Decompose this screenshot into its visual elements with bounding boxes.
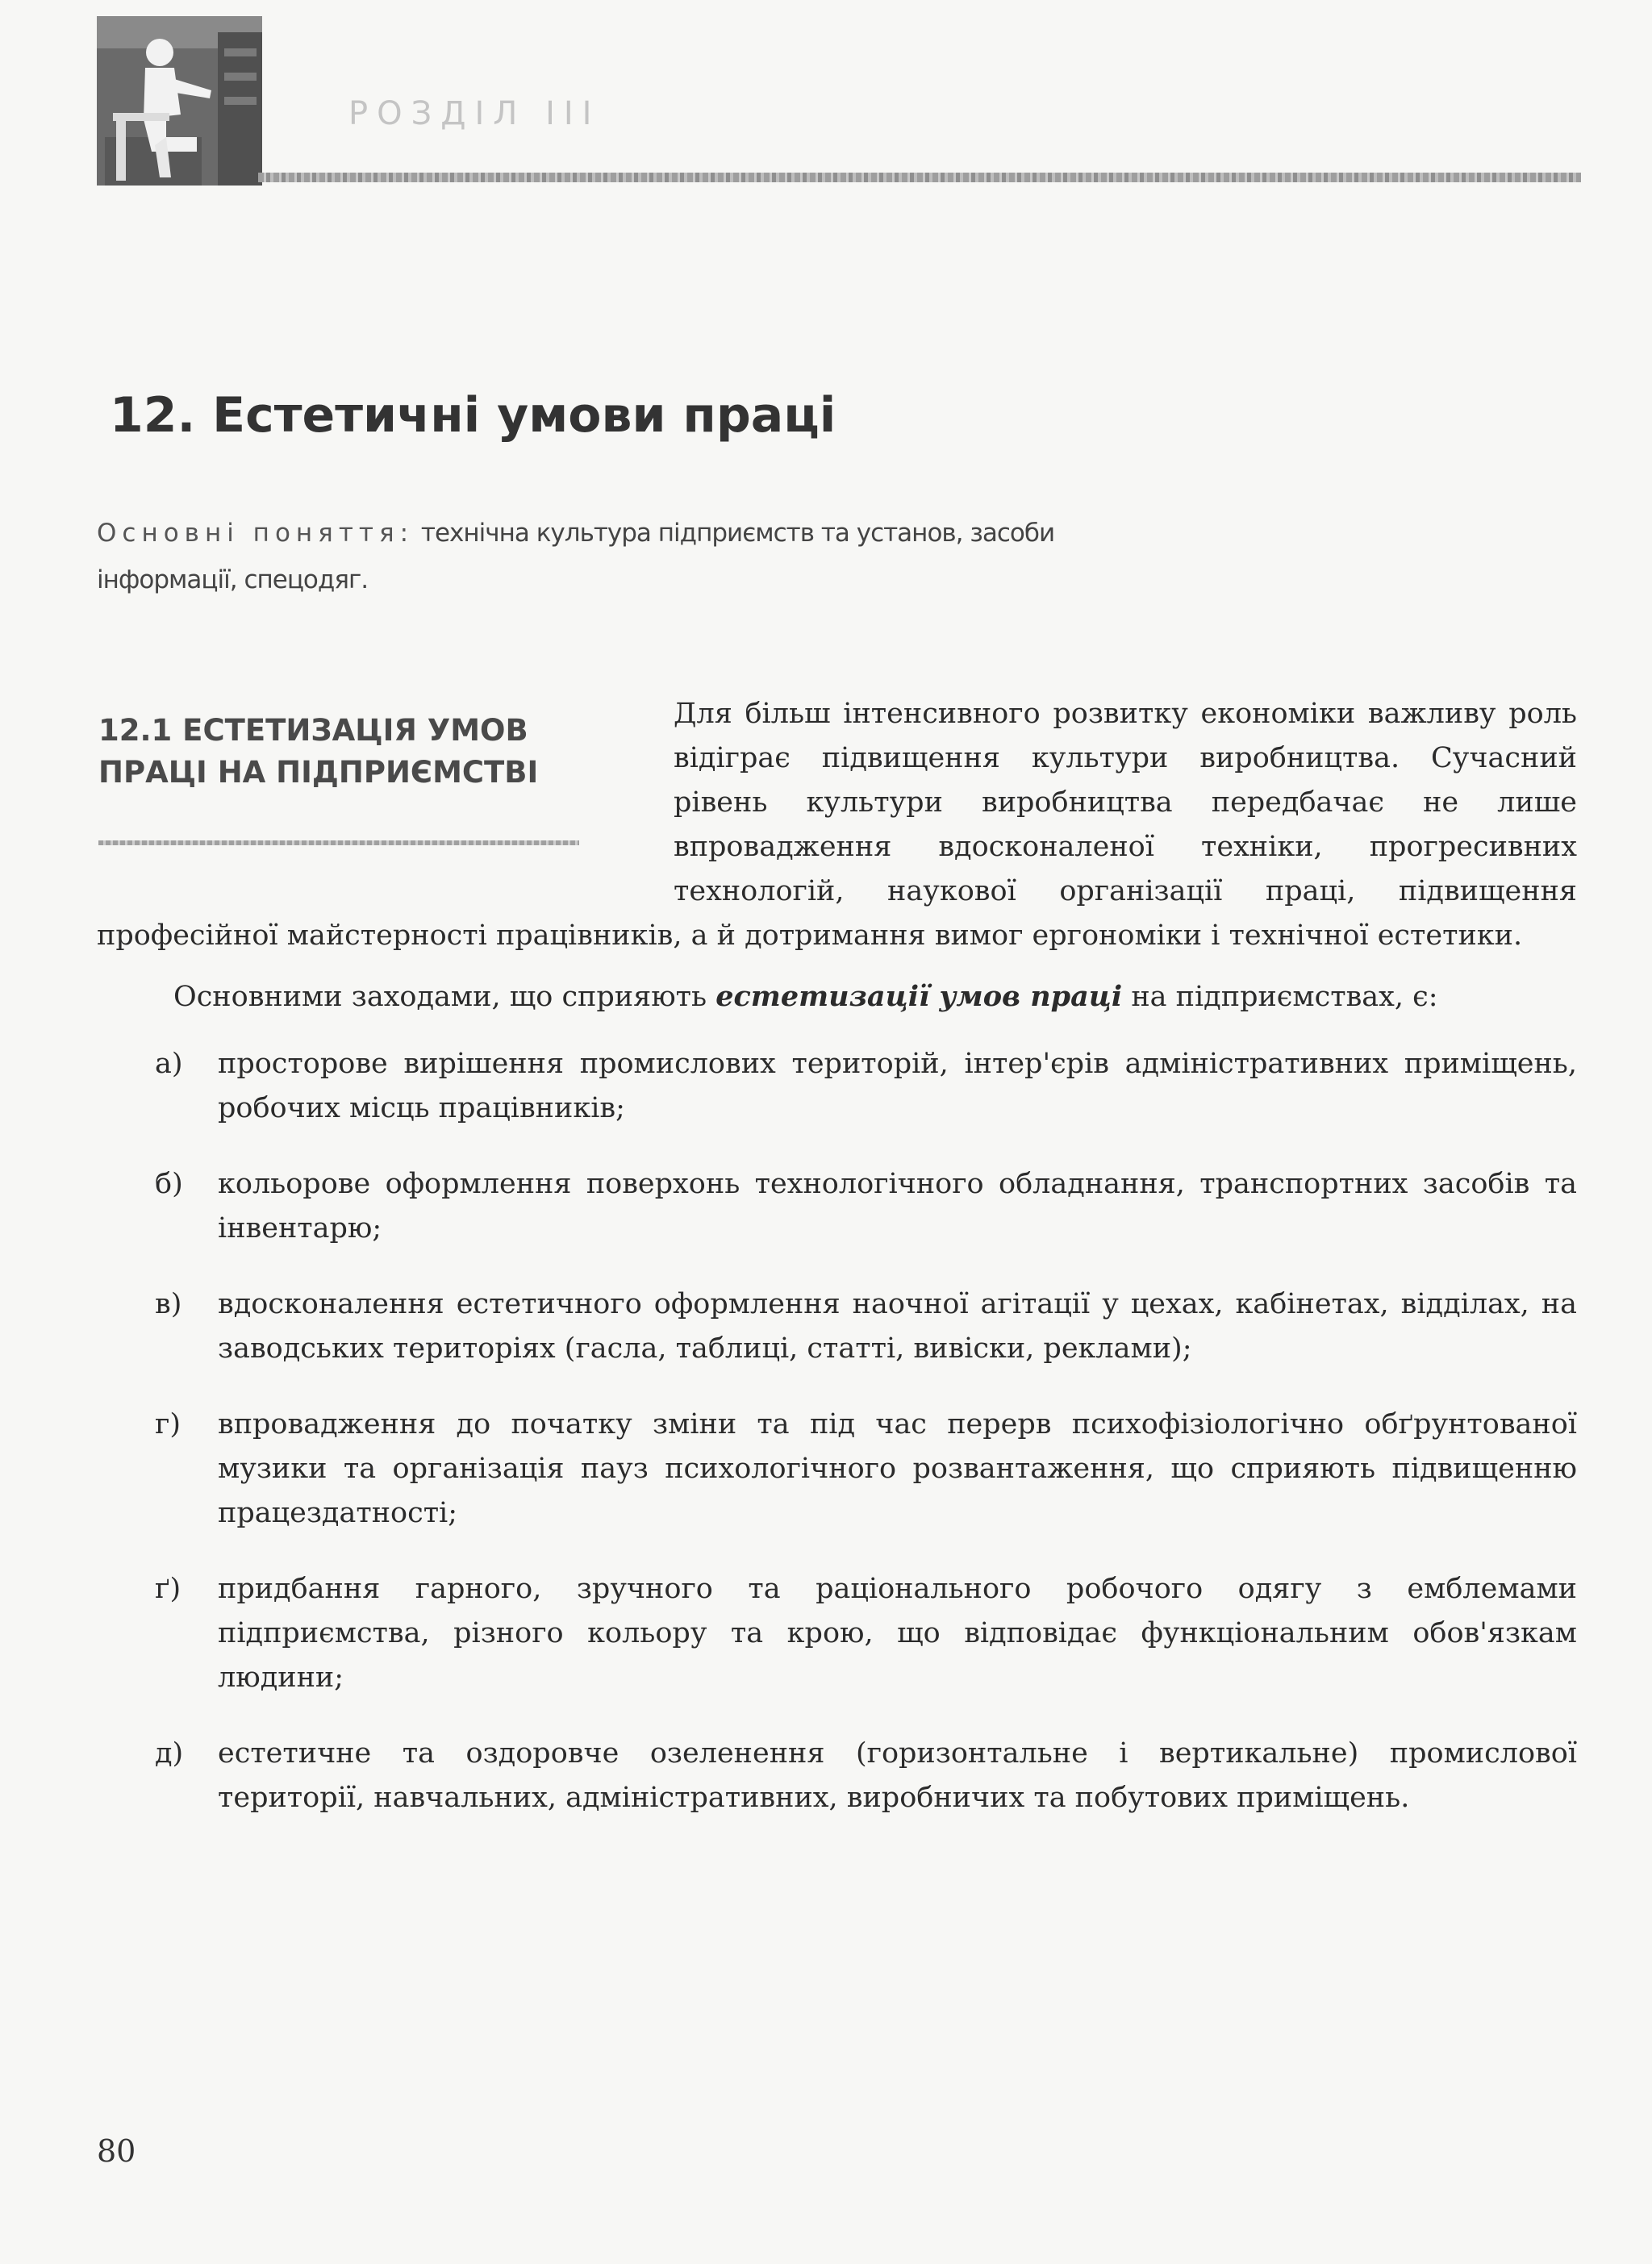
para2-after: на підприємствах, є: — [1122, 981, 1438, 1013]
list-item-text: вдосконалення естетичного оформлення наочної агітації у цехах, кабінетах, відділах, на заводських територіях (гасла, таблиці, статті, вивіски, реклами); — [218, 1288, 1577, 1365]
list-item — [97, 1042, 1577, 1131]
key-concepts-text: технічна культура підприємств та установ, засоби інформації, спецодяг. — [97, 519, 1055, 594]
list-item-text: естетичне та оздоровче озеленення (горизонтальне і вертикальне) промислової території, навчальних, адміністративних, виробничих та побутових приміщень. — [218, 1737, 1577, 1814]
list-item — [97, 1282, 1577, 1371]
subsection-heading-line1: 12.1 ЕСТЕТИЗАЦІЯ УМОВ — [98, 713, 528, 748]
paragraph-measures-intro — [97, 974, 1577, 1019]
list-item-text: придбання гарного, зручного та раціонального робочого одягу з емблемами підприємства, різного кольору та крою, що відповідає функціональним обов'язкам людини; — [218, 1573, 1577, 1694]
list-item-text: просторове вирішення промислових територій, інтер'єрів адміністративних приміщень, робочих місць працівників; — [218, 1048, 1577, 1124]
emphasis-term: естетизації умов праці — [715, 980, 1123, 1013]
person-at-machine-icon — [97, 16, 262, 186]
page-number: 80 — [97, 2133, 136, 2169]
list-marker: в) — [155, 1288, 182, 1320]
subsection-heading-line2: ПРАЦІ НА ПІДПРИЄМСТВІ — [98, 755, 539, 790]
header-divider — [258, 173, 1581, 182]
list-item — [97, 1567, 1577, 1700]
paragraph-intro: Для більш інтенсивного розвитку економіки важливу роль відіграє підвищення культури виробництва. Сучасний рівень культури виробництва передбачає не лише впровадження вдосконаленої техніки, прогресивних технологій, наукової організації праці, підвищення професійної майстерності працівників, а й дотримання вимог ергономіки і технічної естетики. — [97, 698, 1577, 952]
list-marker: г) — [155, 1408, 181, 1441]
key-concepts — [97, 510, 1145, 603]
list-item — [97, 1732, 1577, 1820]
body-text — [97, 692, 1577, 1852]
list-item — [97, 1162, 1577, 1251]
key-concepts-label: Основні поняття: — [97, 519, 415, 548]
heading-float-spacer — [97, 692, 674, 910]
list-item — [97, 1403, 1577, 1536]
list-marker: д) — [155, 1737, 184, 1770]
list-marker: б) — [155, 1168, 183, 1200]
list-marker: ґ) — [155, 1573, 181, 1605]
section-label: РОЗДІЛ ІІІ — [348, 95, 601, 132]
para2-before: Основними заходами, що сприяють — [173, 981, 716, 1013]
page-header — [0, 0, 1652, 194]
chapter-title: 12. Естетичні умови праці — [110, 387, 836, 444]
list-item-text: кольорове оформлення поверхонь технологічного обладнання, транспортних засобів та інвентарю; — [218, 1168, 1577, 1245]
list-marker: а) — [155, 1048, 183, 1080]
list-item-text: впровадження до початку зміни та під час перерв психофізіологічно обґрунтованої музики та організація пауз психологічного розвантаження, що сприяють підвищенню працездатності; — [218, 1408, 1577, 1529]
measures-list — [97, 1042, 1577, 1820]
